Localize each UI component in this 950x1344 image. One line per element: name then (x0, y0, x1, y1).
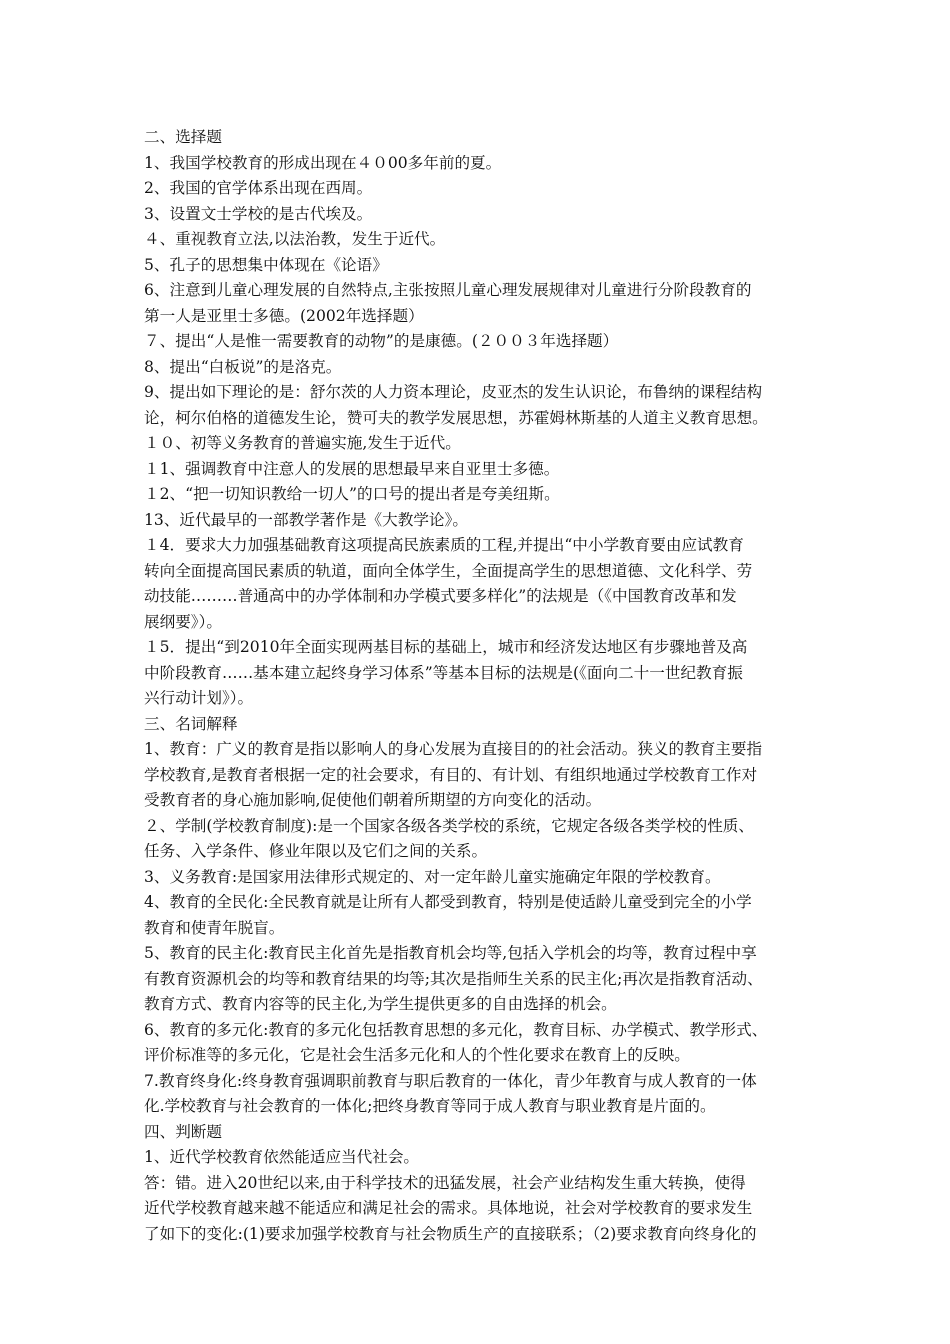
text-line: １5．提出“到2010年全面实现两基目标的基础上，城市和经济发达地区有步骤地普及高 (144, 638, 748, 656)
text-line: 7.教育终身化:终身教育强调职前教育与职后教育的一体化，青少年教育与成人教育的一体 (144, 1071, 757, 1090)
text-line: 13、近代最早的一部教学著作是《大教学论》。 (144, 510, 468, 529)
text-line: 学校教育,是教育者根据一定的社会要求，有目的、有计划、有组织地通过学校教育工作对 (144, 765, 758, 784)
text-line: 第一人是亚里士多德。(2002年选择题） (144, 306, 424, 325)
text-line: 1、教育：广义的教育是指以影响人的身心发展为直接目的的社会活动。狭义的教育主要指 (144, 740, 763, 758)
text-line: 1、近代学校教育依然能适应当代社会。 (144, 1148, 420, 1166)
text-line: 近代学校教育越来越不能适应和满足社会的需求。具体地说，社会对学校教育的要求发生 (144, 1199, 753, 1217)
text-line: 动技能………普通高中的办学体制和办学模式要多样化”的法规是（《中国教育改革和发 (144, 587, 737, 605)
text-line: 3、义务教育:是国家用法律形式规定的、对一定年龄儿童实施确定年限的学校教育。 (144, 867, 721, 886)
text-line: 兴行动计划》）。 (144, 689, 254, 707)
text-line: 5、孔子的思想集中体现在《论语》 (144, 255, 388, 274)
text-line: 化.学校教育与社会教育的一体化;把终身教育等同于成人教育与职业教育是片面的。 (144, 1097, 716, 1115)
text-line: 6、教育的多元化:教育的多元化包括教育思想的多元化，教育目标、办学模式、教学形式、 (144, 1020, 768, 1039)
text-line: 任务、入学条件、修业年限以及它们之间的关系。 (144, 842, 488, 860)
text-line: 转向全面提高国民素质的轨道，面向全体学生，全面提高学生的思想道德、文化科学、劳 (144, 561, 753, 580)
text-line: 3、设置文士学校的是古代埃及。 (144, 204, 373, 223)
text-line: 2、我国的官学体系出现在西周。 (144, 179, 373, 197)
text-line: 5、教育的民主化:教育民主化首先是指教育机会均等,包括入学机会的均等，教育过程中享 (144, 944, 757, 962)
text-line: 评价标准等的多元化，它是社会生活多元化和人的个性化要求在教育上的反映。 (144, 1046, 690, 1064)
text-line: 6、注意到儿童心理发展的自然特点,主张按照儿童心理发展规律对儿童进行分阶段教育的 (144, 281, 752, 299)
text-line: 展纲要》）。 (144, 612, 222, 631)
text-line: 教育和使青年脱盲。 (144, 918, 285, 937)
text-line: １０、初等义务教育的普遍实施,发生于近代。 (144, 434, 461, 452)
text-line: 中阶段教育……基本建立起终身学习体系”等基本目标的法规是(《面向二十一世纪教育振 (144, 663, 743, 682)
text-line: 9、提出如下理论的是：舒尔茨的人力资本理论，皮亚杰的发生认识论，布鲁纳的课程结构 (144, 383, 763, 401)
text-line: 1、我国学校教育的形成出现在４０00多年前的夏。 (144, 153, 502, 172)
section-heading-choice: 二、选择题 (144, 128, 222, 146)
text-line: １4．要求大力加强基础教育这项提高民族素质的工程,并提出“中小学教育要由应试教育 (144, 536, 744, 554)
text-line: 论，柯尔伯格的道德发生论，赞可夫的教学发展思想，苏霍姆林斯基的人道主义教育思想。 (144, 408, 768, 427)
text-line: 教育方式、教育内容等的民主化,为学生提供更多的自由选择的机会。 (144, 995, 617, 1013)
text-line: 4、教育的全民化:全民教育就是让所有人都受到教育，特别是使适龄儿童受到完全的小学 (144, 893, 752, 911)
text-line: ２、学制(学校教育制度):是一个国家各级各类学校的系统，它规定各级各类学校的性质、 (144, 816, 754, 835)
text-line: ４、重视教育立法,以法治教，发生于近代。 (144, 230, 446, 248)
text-line: 了如下的变化:(1)要求加强学校教育与社会物质生产的直接联系；（2)要求教育向终身化的 (144, 1224, 757, 1243)
text-line: １1、强调教育中注意人的发展的思想最早来自亚里士多德。 (144, 459, 560, 478)
text-line: １2、“把一切知识教给一切人”的口号的提出者是夸美纽斯。 (144, 485, 560, 503)
text-line: 有教育资源机会的均等和教育结果的均等;其次是指师生关系的民主化;再次是指教育活动、 (144, 969, 763, 988)
text-line: ７、提出“人是惟一需要教育的动物”的是康德。(２００３年选择题） (144, 332, 619, 350)
section-heading-terms: 三、名词解释 (144, 714, 238, 733)
text-line: 答：错。进入20世纪以来,由于科学技术的迅猛发展，社会产业结构发生重大转换，使得 (144, 1173, 746, 1192)
section-heading-judgment: 四、判断题 (144, 1122, 222, 1141)
text-line: 受教育者的身心施加影响,促使他们朝着所期望的方向变化的活动。 (144, 791, 602, 809)
text-line: 8、提出“白板说”的是洛克。 (144, 357, 342, 376)
document-body (144, 125, 810, 1247)
